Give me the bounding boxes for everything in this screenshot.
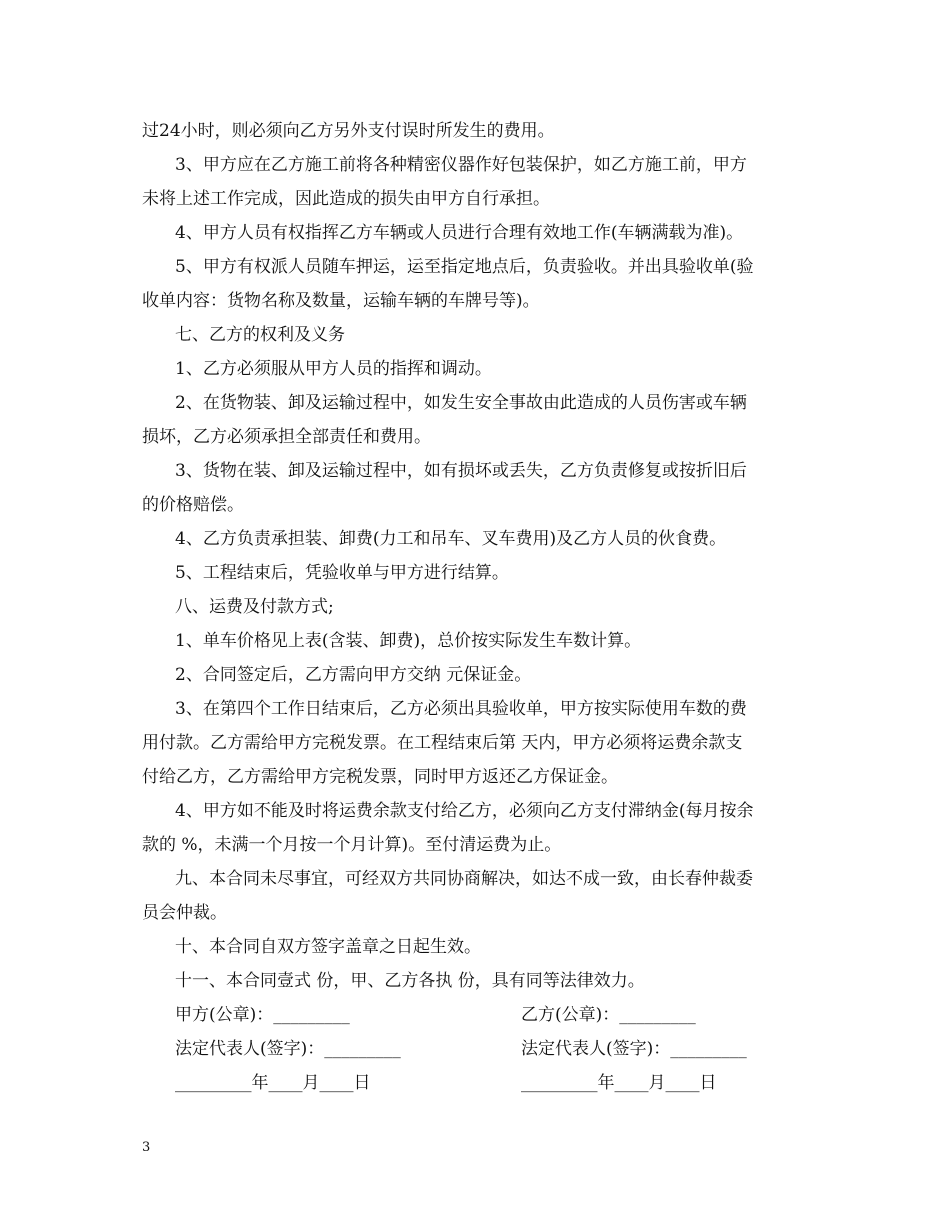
- line-text: 5、甲方有权派人员随车押运，运至指定地点后，负责验收。并出具验收单(验: [175, 257, 754, 277]
- line-text: 收单内容：货物名称及数量，运输车辆的车牌号等)。: [142, 291, 540, 311]
- line-text: 用付款。乙方需给甲方完税发票。在工程结束后第 天内，甲方必须将运费余款支: [142, 733, 743, 753]
- line-text: 的价格赔偿。: [142, 495, 244, 515]
- line-text: 七、乙方的权利及义务: [175, 325, 345, 345]
- line-text: 未将上述工作完成，因此造成的损失由甲方自行承担。: [142, 189, 550, 209]
- party-b-date: _________年____月____日: [521, 1073, 717, 1093]
- line-text: 过24小时，则必须向乙方另外支付误时所发生的费用。: [142, 121, 555, 141]
- party-b-representative: 法定代表人(签字)：_________: [521, 1039, 747, 1059]
- line-text: 十、本合同自双方签字盖章之日起生效。: [175, 937, 481, 957]
- party-a-seal: 甲方(公章)：_________: [175, 1005, 350, 1025]
- line-text: 2、合同签定后，乙方需向甲方交纳 元保证金。: [175, 665, 532, 685]
- line-text: 八、运费及付款方式;: [175, 597, 334, 617]
- line-text: 员会仲裁。: [142, 903, 227, 923]
- line-text: 十一、本合同壹式 份，甲、乙方各执 份，具有同等法律效力。: [175, 971, 645, 991]
- line-text: 3、甲方应在乙方施工前将各种精密仪器作好包装保护，如乙方施工前，甲方: [175, 155, 747, 175]
- line-text: 5、工程结束后，凭验收单与甲方进行结算。: [175, 563, 509, 583]
- line-text: 4、乙方负责承担装、卸费(力工和吊车、叉车费用)及乙方人员的伙食费。: [175, 529, 727, 549]
- line-text: 3、在第四个工作日结束后，乙方必须出具验收单，甲方按实际使用车数的费: [175, 699, 747, 719]
- party-a-representative: 法定代表人(签字)：_________: [175, 1039, 401, 1059]
- line-text: 1、乙方必须服从甲方人员的指挥和调动。: [175, 359, 492, 379]
- line-text: 4、甲方人员有权指挥乙方车辆或人员进行合理有效地工作(车辆满载为准)。: [175, 223, 744, 243]
- line-text: 3、货物在装、卸及运输过程中，如有损坏或丢失，乙方负责修复或按折旧后: [175, 461, 747, 481]
- party-b-seal: 乙方(公章)：_________: [521, 1005, 696, 1025]
- party-a-date: _________年____月____日: [175, 1073, 371, 1093]
- page-number: 3: [142, 1140, 151, 1155]
- line-text: 九、本合同未尽事宜，可经双方共同协商解决，如达不成一致，由长春仲裁委: [175, 869, 753, 889]
- line-text: 款的 %，未满一个月按一个月计算)。至付清运费为止。: [142, 835, 562, 855]
- line-text: 4、甲方如不能及时将运费余款支付给乙方，必须向乙方支付滞纳金(每月按余: [175, 801, 754, 821]
- line-text: 1、单车价格见上表(含装、卸费)，总价按实际发生车数计算。: [175, 631, 642, 651]
- line-text: 2、在货物装、卸及运输过程中，如发生安全事故由此造成的人员伤害或车辆: [175, 393, 747, 413]
- line-text: 付给乙方，乙方需给甲方完税发票，同时甲方返还乙方保证金。: [142, 767, 618, 787]
- line-text: 损坏，乙方必须承担全部责任和费用。: [142, 427, 431, 447]
